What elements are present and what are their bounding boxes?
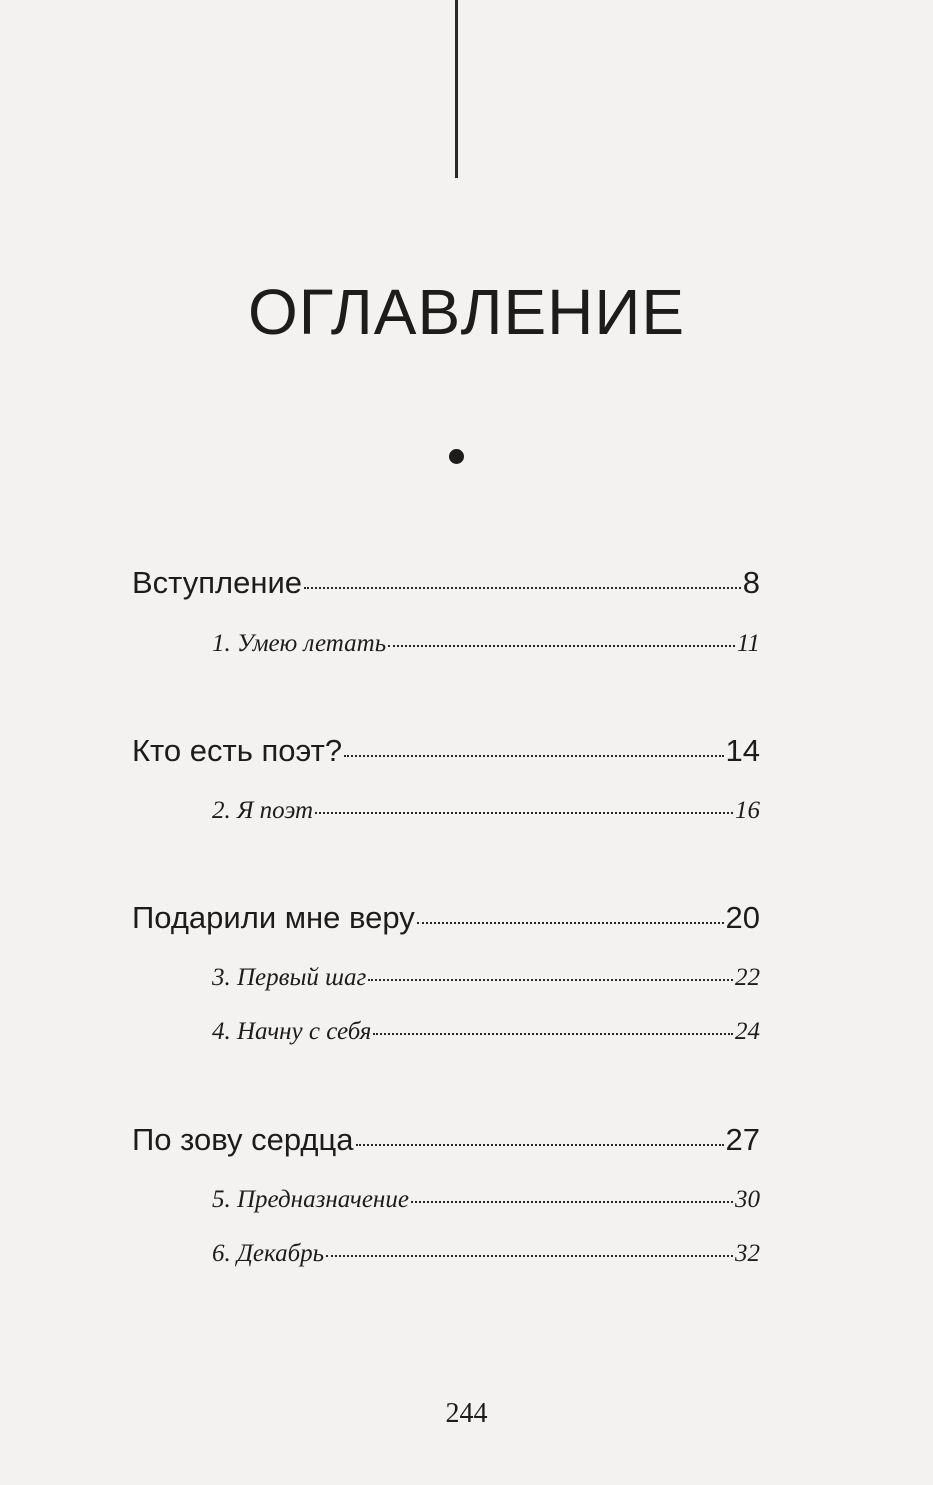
toc-leader-dots [304,587,741,589]
toc-entry-page: 22 [735,964,760,991]
toc-entry-subchapter[interactable] [212,1018,760,1046]
toc-entry-page: 27 [725,1122,760,1157]
toc-entry-title: Вступление [132,565,303,600]
toc-entry-subchapter[interactable] [212,1186,760,1214]
toc-entry-title: 5. Предназначение [212,1186,409,1213]
toc-leader-dots [411,1201,733,1203]
toc-entry-page: 30 [735,1186,760,1213]
toc-leader-dots [326,1255,733,1257]
toc-leader-dots [315,812,733,814]
toc-entry-page: 16 [735,797,760,824]
toc-leader-dots [368,979,733,981]
page-title: ОГЛАВЛЕНИЕ [247,276,686,348]
toc-entry-subchapter[interactable] [212,1240,760,1268]
toc-entry-title: По зову сердца [132,1122,354,1157]
toc-entry-chapter[interactable] [132,900,760,936]
toc-entry-subchapter[interactable] [212,964,760,992]
toc-entry-page: 14 [725,733,760,768]
toc-entry-chapter[interactable] [132,1122,760,1158]
toc-entry-page: 20 [725,900,760,935]
toc-entry-page: 8 [742,565,760,600]
toc-entry-subchapter[interactable] [212,630,760,658]
toc-leader-dots [356,1144,724,1146]
toc-entry-title: 6. Декабрь [212,1240,325,1267]
toc-entry-title: 4. Начну с себя [212,1018,372,1045]
toc-entry-page: 32 [735,1240,760,1267]
toc-entry-title: 2. Я поэт [212,797,314,824]
toc-entry-chapter[interactable] [132,565,760,601]
toc-leader-dots [344,755,723,757]
page-number: 244 [445,1398,488,1429]
toc-entry-title: 1. Умею летать [212,630,387,657]
toc-entry-page: 24 [735,1018,760,1045]
toc-entry-subchapter[interactable] [212,797,760,825]
toc-entry-title: Подарили мне веру [132,900,415,935]
toc-leader-dots [373,1033,733,1035]
toc-entry-title: 3. Первый шаг [212,964,367,991]
toc-entry-page: 11 [736,630,760,657]
toc-leader-dots [417,922,724,924]
toc-leader-dots [388,645,735,647]
toc-entry-chapter[interactable] [132,733,760,769]
toc-entry-title: Кто есть поэт? [132,733,343,768]
